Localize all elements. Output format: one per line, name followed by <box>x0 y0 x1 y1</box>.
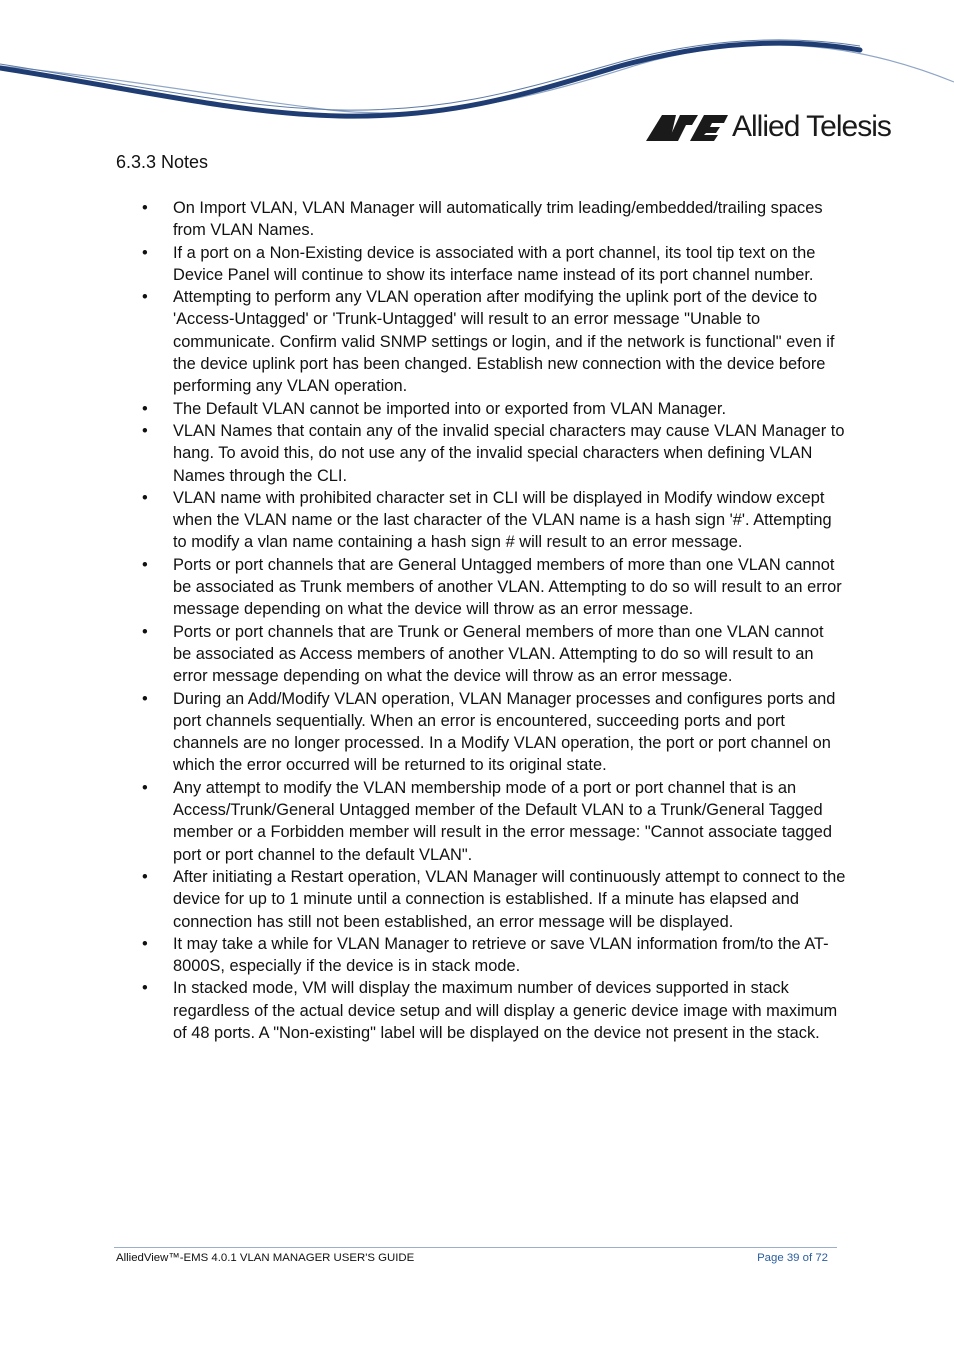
bullet-icon: • <box>142 867 148 886</box>
list-item <box>116 977 846 1044</box>
note-text: VLAN name with prohibited character set in CLI will be displayed in Modify window except when the VLAN name or the last character of the VLAN name is a hash sign '#'. Attempting to modify a vlan name containing a hash sign # will result to an error message. <box>173 488 832 552</box>
list-item <box>116 286 846 397</box>
bullet-icon: • <box>142 399 148 418</box>
note-text: Any attempt to modify the VLAN membership mode of a port or port channel that is an Access/Trunk/General Untagged member of the Default VLAN to a Trunk/General Tagged member or a Forbidden member will result in the error message: "Cannot associate tagged port or port channel to the default VLAN". <box>173 778 833 864</box>
list-item <box>116 688 846 777</box>
bullet-icon: • <box>142 488 148 507</box>
footer-page-number: Page 39 of 72 <box>757 1252 828 1264</box>
bullet-icon: • <box>142 555 148 574</box>
list-item <box>116 933 846 978</box>
note-text: After initiating a Restart operation, VLAN Manager will continuously attempt to connect to the device for up to 1 minute until a connection is established. If a minute has elapsed and connection has still not been established, an error message will be displayed. <box>173 867 846 931</box>
note-text: During an Add/Modify VLAN operation, VLAN Manager processes and configures ports and port channels sequentially. When an error is encountered, succeeding ports and port channels are no longer processed. In a Modify VLAN operation, the port or port channel on which the error occurred will be returned to its original state. <box>173 689 836 775</box>
note-text: It may take a while for VLAN Manager to retrieve or save VLAN information from/to the AT-8000S, especially if the device is in stack mode. <box>173 934 829 976</box>
bullet-icon: • <box>142 199 148 217</box>
note-text: Ports or port channels that are Trunk or General members of more than one VLAN cannot be associated as Access members of another VLAN. Attempting to do so will result to an error message depending on what the device will throw as an error message. <box>173 622 824 686</box>
note-text: VLAN Names that contain any of the invalid special characters may cause VLAN Manager to hang. To avoid this, do not use any of the invalid special characters when defining VLAN Names through the CLI. <box>173 421 845 485</box>
list-item <box>116 197 846 242</box>
bullet-icon: • <box>142 243 148 262</box>
allied-telesis-mark-icon <box>646 115 728 141</box>
list-item <box>116 866 846 933</box>
list-item <box>116 242 846 287</box>
logo-wordmark: Allied Telesis <box>732 110 891 143</box>
bullet-icon: • <box>142 421 148 440</box>
section-title: 6.3.3 Notes <box>116 152 209 172</box>
bullet-icon: • <box>142 778 148 797</box>
note-text: If a port on a Non-Existing device is associated with a port channel, its tool tip text on the Device Panel will continue to show its interface name instead of its port channel number. <box>173 243 816 284</box>
note-text: The Default VLAN cannot be imported into or exported from VLAN Manager. <box>173 399 727 418</box>
note-text: In stacked mode, VM will display the maximum number of devices supported in stack regardless of the actual device setup and will display a generic device image with maximum of 48 ports. A "Non-existing" label will be displayed on the device not present in the stack. <box>173 979 838 1042</box>
note-text: Attempting to perform any VLAN operation after modifying the uplink port of the device to 'Access-Untagged' or 'Trunk-Untagged' will result to an error message "Unable to communicate. Confirm valid SNMP settings or login, and if the network is functional" even if the device uplink port has been changed. Establish new connection with the device before performing any VLAN operation. <box>173 288 835 396</box>
footer-document-title: AlliedView™-EMS 4.0.1 VLAN MANAGER USER'S GUIDE <box>116 1252 415 1264</box>
footer-divider <box>114 1247 837 1248</box>
bullet-icon: • <box>142 689 148 708</box>
list-item <box>116 554 846 621</box>
bullet-icon: • <box>142 934 148 953</box>
list-item <box>116 398 846 420</box>
list-item <box>116 487 846 554</box>
allied-telesis-logo <box>646 112 902 144</box>
list-item <box>116 621 846 688</box>
bullet-icon: • <box>142 288 148 307</box>
list-item <box>116 777 846 866</box>
bullet-icon: • <box>142 622 148 641</box>
note-text: On Import VLAN, VLAN Manager will automatically trim leading/embedded/trailing spaces from VLAN Names. <box>173 199 823 240</box>
bullet-icon: • <box>142 979 148 998</box>
note-text: Ports or port channels that are General Untagged members of more than one VLAN cannot be associated as Trunk members of another VLAN. Attempting to do so will result to an error message depending on what the device will throw as an error message. <box>173 555 842 619</box>
list-item <box>116 420 846 487</box>
notes-list <box>116 197 846 1044</box>
